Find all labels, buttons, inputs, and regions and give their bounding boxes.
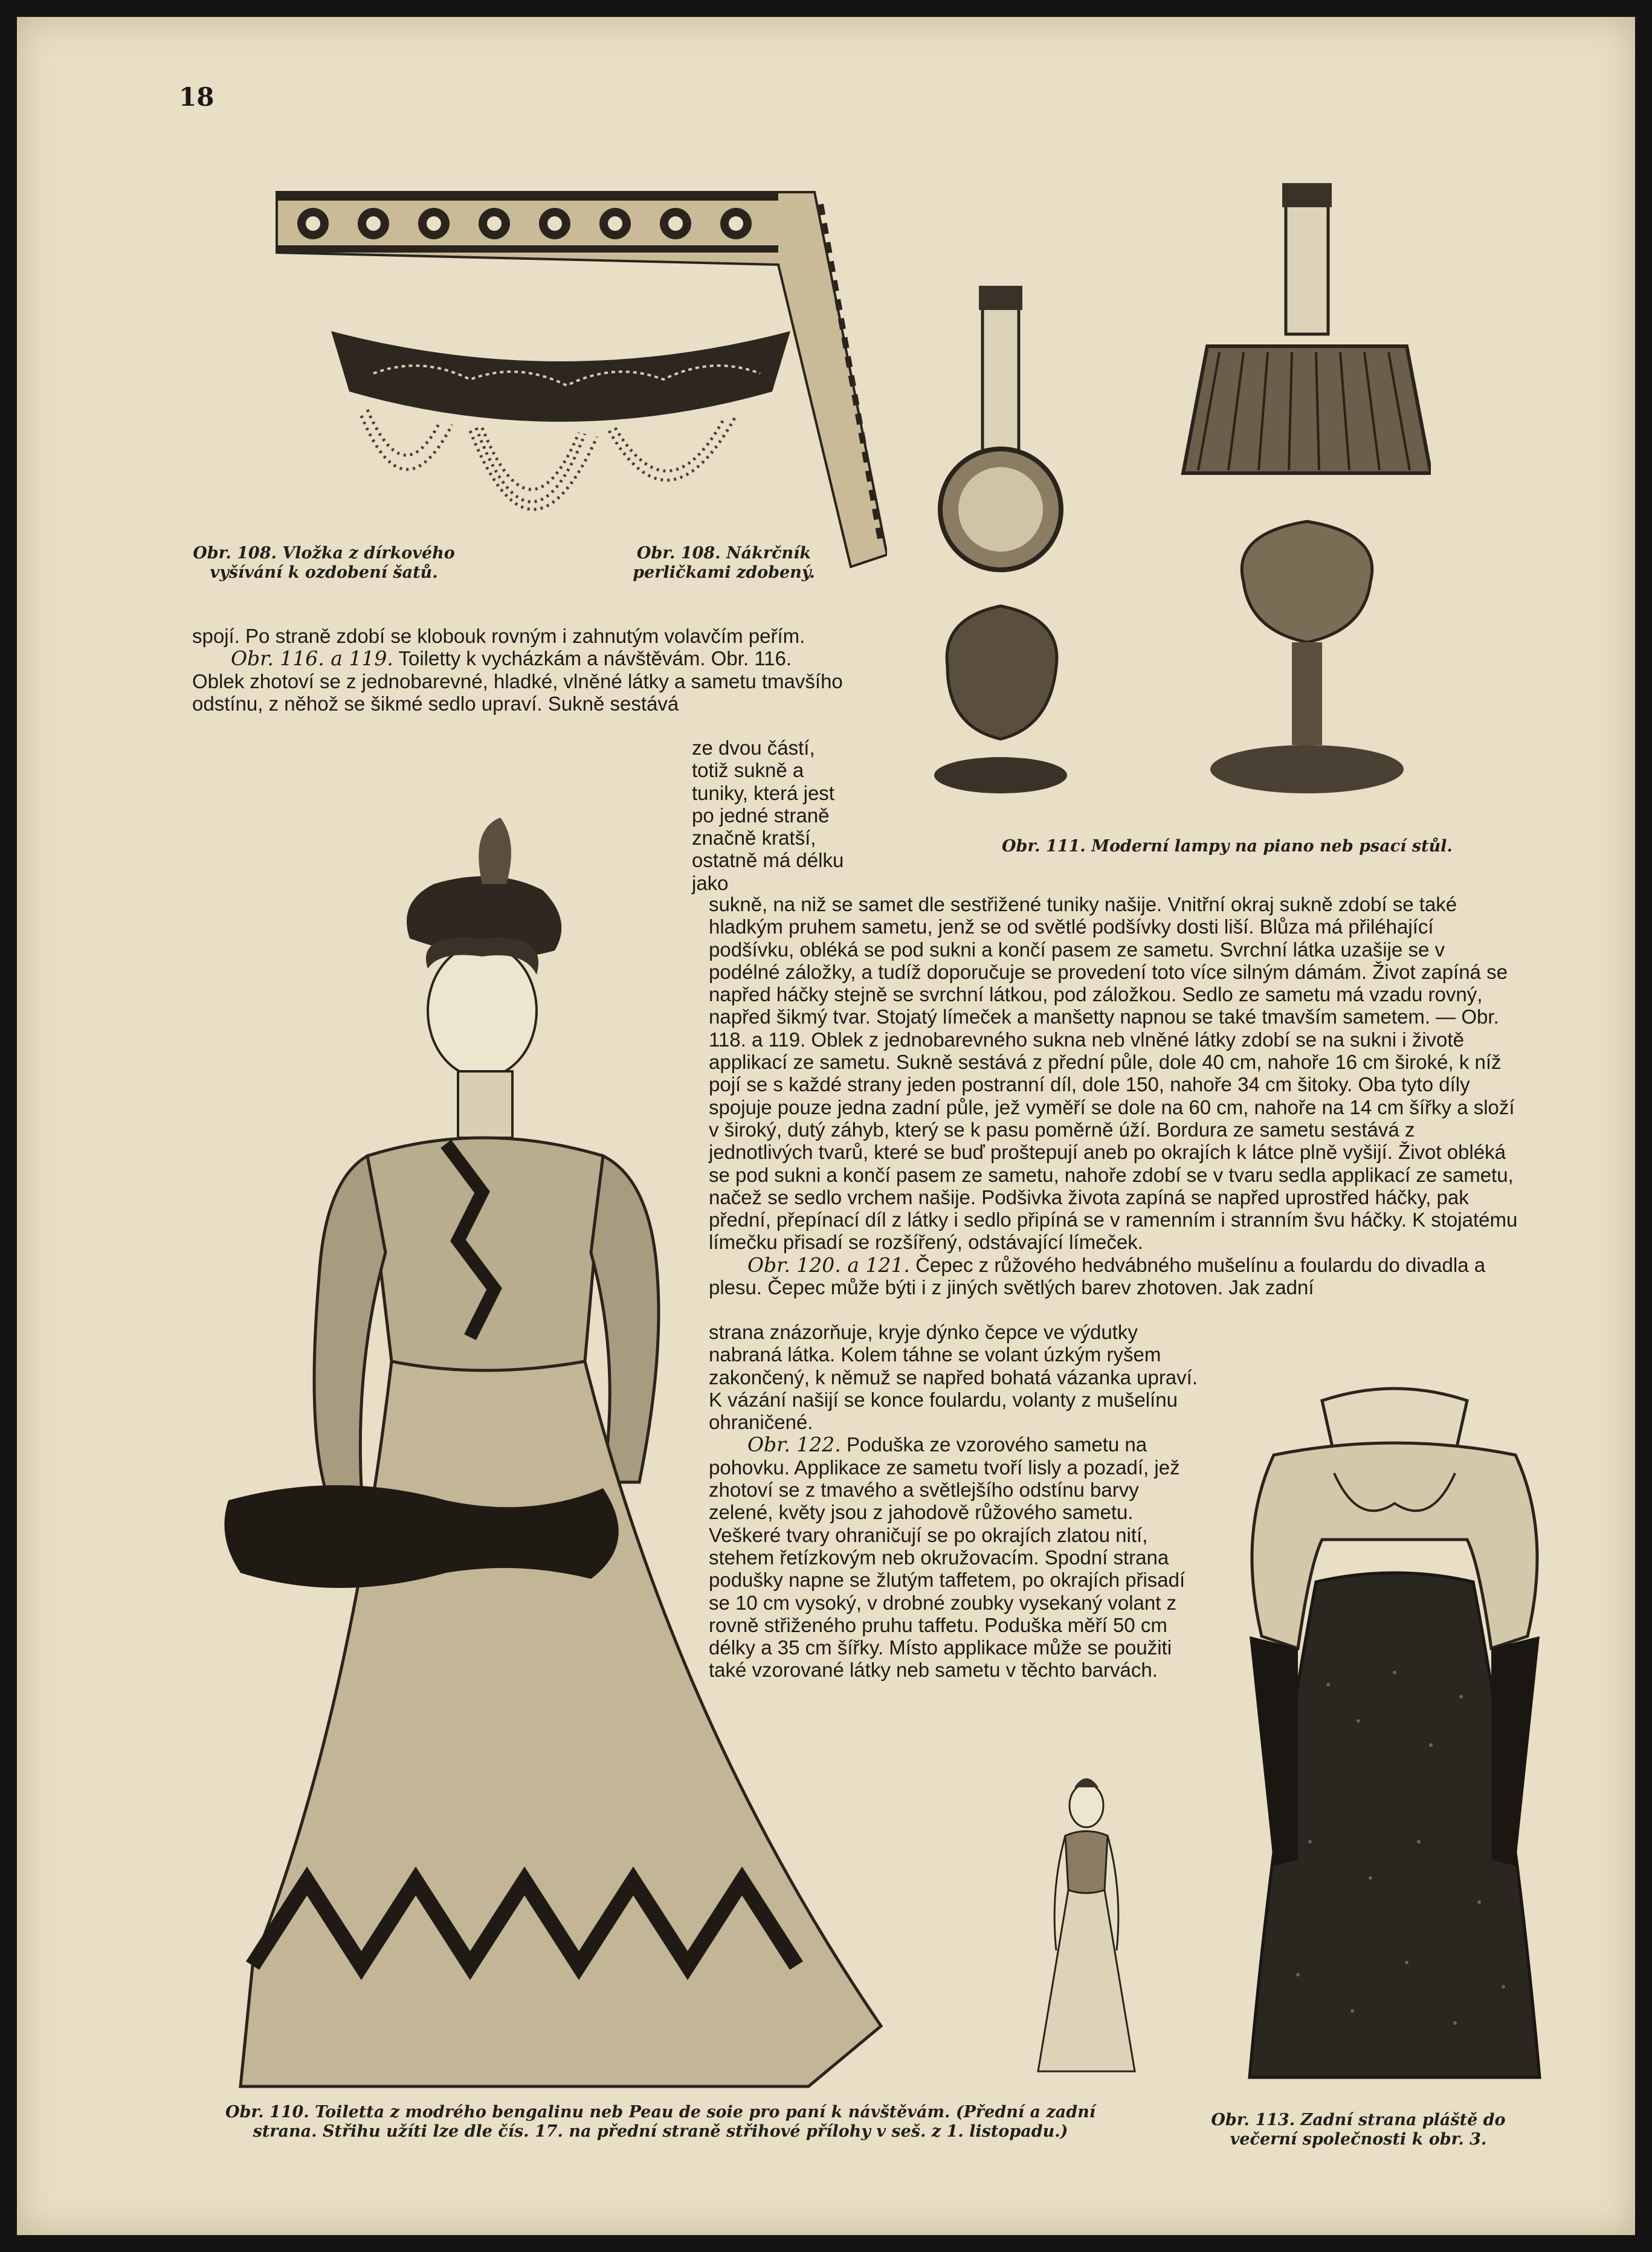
text-p2: Toiletty k vycházkám a návštěvám. Obr. 116. Oblek zhotoví se z jednobarevné, hladké, vlněné látky a sametu tmavšího odstínu, z něhož se šikmé sedlo upraví. Sukně sestává bbox=[192, 647, 843, 715]
text-p5: strana znázorňuje, kryje dýnko čepce ve výdutky nabraná látka. Kolem táhne se volant úzkým ryšem zakončený, k němuž se napřed bohatá vázanka upraví. K vázání našijí se konce foulardu, volanty z mušelínu ohraničené. bbox=[709, 1321, 1198, 1434]
evening-cloak-back-illustration bbox=[1237, 1382, 1552, 2096]
text-p1: spojí. Po straně zdobí se klobouk rovným i zahnutým volavčím peřím. bbox=[192, 625, 805, 647]
text-narrow-column: ze dvou částí, totiž sukně a tuniky, která jest po jedné straně značně kratší, ostatně má délku jako bbox=[692, 737, 844, 894]
dress-back-small-illustration bbox=[1032, 1769, 1141, 2083]
fig108b-caption: Obr. 108. Nákrčník perličkami zdobený. bbox=[633, 544, 815, 582]
text-p6: Poduška ze vzorového sametu na pohovku. Applikace ze sametu tvoří lisly a pozadí, jež zhotoví se z tmavého a světlejšího odstínu barvy zelené, květy jsou z jahodově růžového sametu. Veškeré tvary ohraničují se po okrajích zlatou nití, stehem řetízkovým neb okružovacím. Spodní strana podušky napne se žlutým taffetem, po okrajích přisadí se 10 cm vysoký, v drobné zoubky vysekaný volant z rovně střiženého pruhu taffetu. Poduška měří 50 cm délky a 35 cm šířky. Místo applikace může se použiti také vzorované látky neb sametu v těchto barvách. bbox=[709, 1433, 1186, 1682]
fig113-caption: Obr. 113. Zadní strana pláště do večerní společnosti k obr. 3. bbox=[1211, 2111, 1506, 2149]
oil-lamps-illustration bbox=[929, 171, 1431, 824]
fig110-caption: Obr. 110. Toiletta z modrého bengalinu neb Peau de soie pro paní k návštěvám. (Přední a zadní strana. Střihu užíti lze dle čís. 17. na přední straně střihové přílohy v seš. z 1. listopadu.) bbox=[225, 2103, 1095, 2141]
figure-ref-122: Obr. 122. bbox=[747, 1433, 841, 1457]
magazine-page bbox=[17, 17, 1635, 2235]
woman-dress-illustration bbox=[216, 818, 911, 2102]
text-p3: sukně, na niž se samet dle sestřižené tuniky našije. Vnitřní okraj sukně zdobí se také hladkým pruhem sametu, jenž se od světlé podšívky dosti liší. Blůza má přiléhající podšívku, obléká se pod sukni a končí pasem ze sametu. Svrchní látka uzašije se v podélné záložky, a tudíž doporučuje se provedení toto více silným dámám. Život zapíná se napřed háčky stejně se svrchní látkou, pod záložkou. Sedlo ze sametu má vzadu rovný, napřed šikmý tvar. Stojatý límeček a manšetty napnou se také tmavším sametem. — Obr. 118. a 119. Oblek z jednobarevného sukna neb vlněné látky zdobí se na sukni i životě applikací ze sametu. Sukně sestává z přední půle, dole 40 cm, nahoře 16 cm široké, k níž pojí se s každé strany jeden postranní díl, dole 150, nahoře 34 cm šitoky. Oba tyto díly spojuje pouze jedna zadní půle, jež vyměří se dole na 60 cm, nahoře na 14 cm šířky a složí v široký, dutý záhyb, který se k pasu poměrně úží. Bordura ze sametu sestává z jednotlivých tvarů, které se buď proštepují aneb po okrajích k látce plně vyšijí. Život obléká se pod sukni a končí pasem ze sametu, nahoře zdobí se v tvaru sedla applikací ze sametu, načež se sedlo vrchem našije. Podšivka života zapíná se napřed uprostřed háčky, pak přední, přepínací díl z látky i sedlo připíná se v ramenním i stranním švu háčky. K stojatému límečku přisadí se rozšířený, odstávající límeček. bbox=[709, 893, 1518, 1254]
figure-ref-116: Obr. 116. a 119. bbox=[231, 647, 393, 671]
fig111-caption: Obr. 111. Moderní lampy na piano neb psací stůl. bbox=[1002, 837, 1453, 856]
figure-ref-120: Obr. 120. a 121. bbox=[747, 1253, 910, 1277]
article-text-block-1 bbox=[192, 625, 845, 715]
fig108a-caption: Obr. 108. Vložka z dírkového vyšívání k ozdobení šatů. bbox=[193, 544, 455, 582]
page-number: 18 bbox=[179, 82, 215, 112]
text-p4: Čepec z růžového hedvábného mušelínu a foulardu do divadla a plesu. Čepec může býti i z jiných světlých barev zhotoven. Jak zadní bbox=[709, 1253, 1486, 1299]
